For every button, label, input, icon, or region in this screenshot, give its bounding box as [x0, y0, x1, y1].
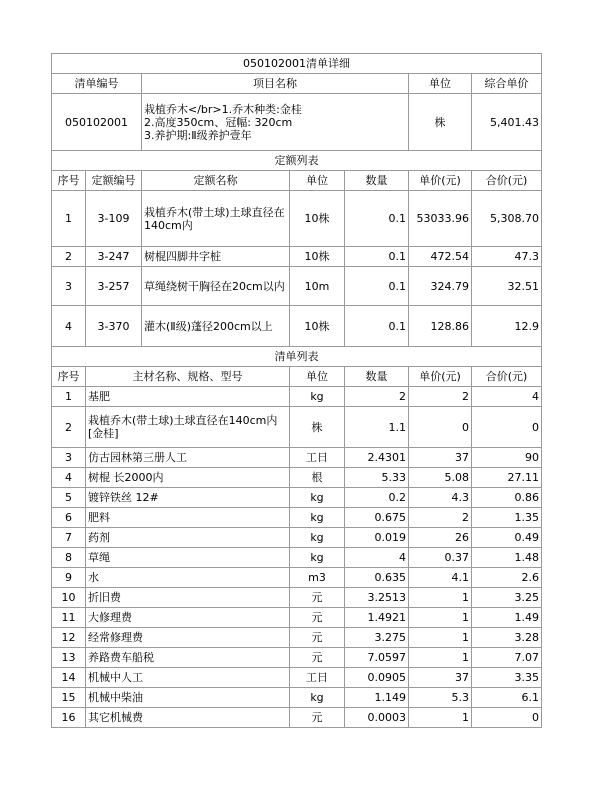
- material-price: 0: [409, 407, 472, 448]
- title-row: [52, 54, 542, 74]
- material-header-name: 主材名称、规格、型号: [86, 367, 290, 387]
- material-qty: 1.1: [345, 407, 409, 448]
- quota-row: [52, 247, 542, 267]
- quota-unit: 10株: [290, 247, 345, 267]
- material-total: 2.6: [472, 568, 542, 588]
- material-name: 机械中人工: [86, 668, 290, 688]
- material-name: 机械中柴油: [86, 688, 290, 708]
- material-qty: 4: [345, 548, 409, 568]
- material-row: [52, 588, 542, 608]
- material-unit: kg: [290, 548, 345, 568]
- material-section-row: [52, 347, 542, 367]
- material-price: 4.3: [409, 488, 472, 508]
- material-total: 1.48: [472, 548, 542, 568]
- item-name-header: 项目名称: [142, 74, 409, 94]
- quota-header-name: 定额名称: [142, 171, 290, 191]
- material-total: 0: [472, 708, 542, 728]
- quota-unit: 10株: [290, 191, 345, 247]
- material-row: [52, 688, 542, 708]
- material-row: [52, 708, 542, 728]
- quota-code: 3-257: [86, 267, 142, 306]
- quota-name: 树棍四脚井字桩: [142, 247, 290, 267]
- quota-no: 2: [52, 247, 86, 267]
- quota-no: 4: [52, 306, 86, 347]
- material-unit: kg: [290, 387, 345, 407]
- material-qty: 0.675: [345, 508, 409, 528]
- material-qty: 2.4301: [345, 448, 409, 468]
- material-total: 1.35: [472, 508, 542, 528]
- item-row: [52, 94, 542, 151]
- material-no: 6: [52, 508, 86, 528]
- quota-name: 栽植乔木(带土球)土球直径在140cm内: [142, 191, 290, 247]
- material-qty: 0.635: [345, 568, 409, 588]
- item-name-line: 栽植乔木</br>1.乔木种类:金桂: [144, 102, 302, 116]
- item-code-header: 清单编号: [52, 74, 142, 94]
- material-section-title: 清单列表: [52, 347, 542, 367]
- material-total: 0: [472, 407, 542, 448]
- material-unit: 元: [290, 608, 345, 628]
- material-row: [52, 568, 542, 588]
- material-qty: 3.275: [345, 628, 409, 648]
- material-no: 14: [52, 668, 86, 688]
- item-unit-price: 5,401.43: [472, 94, 542, 151]
- material-header-total: 合价(元): [472, 367, 542, 387]
- material-price: 0.37: [409, 548, 472, 568]
- material-row: [52, 488, 542, 508]
- material-no: 3: [52, 448, 86, 468]
- material-header-no: 序号: [52, 367, 86, 387]
- item-name: [142, 94, 409, 151]
- material-total: 4: [472, 387, 542, 407]
- material-qty: 7.0597: [345, 648, 409, 668]
- material-price: 2: [409, 508, 472, 528]
- material-total: 90: [472, 448, 542, 468]
- material-unit: 工日: [290, 448, 345, 468]
- material-name: 药剂: [86, 528, 290, 548]
- material-name: 其它机械费: [86, 708, 290, 728]
- item-name-line: 3.养护期:Ⅱ级养护壹年: [144, 128, 252, 142]
- item-header-row: [52, 74, 542, 94]
- material-no: 8: [52, 548, 86, 568]
- quota-price: 128.86: [409, 306, 472, 347]
- quota-qty: 0.1: [345, 247, 409, 267]
- material-name: 基肥: [86, 387, 290, 407]
- material-total: 3.28: [472, 628, 542, 648]
- bill-detail-table: [51, 53, 542, 728]
- material-price: 4.1: [409, 568, 472, 588]
- item-unit: 株: [409, 94, 472, 151]
- material-row: [52, 648, 542, 668]
- quota-row: [52, 191, 542, 247]
- material-header-row: [52, 367, 542, 387]
- quota-code: 3-370: [86, 306, 142, 347]
- material-header-qty: 数量: [345, 367, 409, 387]
- material-total: 27.11: [472, 468, 542, 488]
- quota-price: 472.54: [409, 247, 472, 267]
- material-no: 5: [52, 488, 86, 508]
- material-price: 1: [409, 708, 472, 728]
- material-qty: 0.0905: [345, 668, 409, 688]
- quota-qty: 0.1: [345, 267, 409, 306]
- material-header-unit: 单位: [290, 367, 345, 387]
- material-unit: kg: [290, 488, 345, 508]
- quota-section-row: [52, 151, 542, 171]
- quota-section-title: 定额列表: [52, 151, 542, 171]
- quota-no: 1: [52, 191, 86, 247]
- material-total: 1.49: [472, 608, 542, 628]
- item-code: 050102001: [52, 94, 142, 151]
- material-price: 26: [409, 528, 472, 548]
- material-no: 11: [52, 608, 86, 628]
- material-qty: 0.0003: [345, 708, 409, 728]
- quota-row: [52, 306, 542, 347]
- material-no: 9: [52, 568, 86, 588]
- item-name-line: 2.高度350cm、冠幅: 320cm: [144, 115, 293, 129]
- material-name: 仿古园林第三册人工: [86, 448, 290, 468]
- material-no: 13: [52, 648, 86, 668]
- quota-row: [52, 267, 542, 306]
- quota-header-unit: 单位: [290, 171, 345, 191]
- material-price: 5.3: [409, 688, 472, 708]
- material-unit: 元: [290, 628, 345, 648]
- material-total: 0.86: [472, 488, 542, 508]
- item-unit-price-header: 综合单价: [472, 74, 542, 94]
- quota-price: 53033.96: [409, 191, 472, 247]
- item-unit-header: 单位: [409, 74, 472, 94]
- material-total: 3.35: [472, 668, 542, 688]
- material-name: 大修理费: [86, 608, 290, 628]
- material-total: 0.49: [472, 528, 542, 548]
- quota-price: 324.79: [409, 267, 472, 306]
- material-price: 37: [409, 448, 472, 468]
- material-name: 栽植乔木(带土球)土球直径在140cm内[金桂]: [86, 407, 290, 448]
- quota-total: 12.9: [472, 306, 542, 347]
- material-no: 12: [52, 628, 86, 648]
- material-no: 1: [52, 387, 86, 407]
- material-price: 1: [409, 628, 472, 648]
- quota-name: 草绳绕树干胸径在20cm以内: [142, 267, 290, 306]
- material-row: [52, 448, 542, 468]
- material-no: 16: [52, 708, 86, 728]
- quota-header-qty: 数量: [345, 171, 409, 191]
- quota-header-price: 单价(元): [409, 171, 472, 191]
- quota-name: 灌木(Ⅱ级)蓬径200cm以上: [142, 306, 290, 347]
- material-name: 肥料: [86, 508, 290, 528]
- material-total: 6.1: [472, 688, 542, 708]
- quota-qty: 0.1: [345, 306, 409, 347]
- material-unit: 元: [290, 588, 345, 608]
- material-row: [52, 508, 542, 528]
- quota-no: 3: [52, 267, 86, 306]
- quota-header-total: 合价(元): [472, 171, 542, 191]
- material-unit: 工日: [290, 668, 345, 688]
- material-unit: 元: [290, 648, 345, 668]
- material-qty: 0.2: [345, 488, 409, 508]
- material-name: 树棍 长2000内: [86, 468, 290, 488]
- quota-header-row: [52, 171, 542, 191]
- quota-total: 47.3: [472, 247, 542, 267]
- material-no: 10: [52, 588, 86, 608]
- material-unit: kg: [290, 688, 345, 708]
- material-row: [52, 628, 542, 648]
- material-price: 1: [409, 608, 472, 628]
- material-qty: 1.4921: [345, 608, 409, 628]
- material-qty: 3.2513: [345, 588, 409, 608]
- material-total: 7.07: [472, 648, 542, 668]
- material-qty: 1.149: [345, 688, 409, 708]
- material-name: 水: [86, 568, 290, 588]
- quota-unit: 10株: [290, 306, 345, 347]
- material-row: [52, 528, 542, 548]
- material-row: [52, 407, 542, 448]
- table-title: 050102001清单详细: [52, 54, 542, 74]
- quota-header-no: 序号: [52, 171, 86, 191]
- material-name: 镀锌铁丝 12#: [86, 488, 290, 508]
- material-price: 2: [409, 387, 472, 407]
- material-name: 养路费车船税: [86, 648, 290, 668]
- material-price: 1: [409, 588, 472, 608]
- quota-code: 3-109: [86, 191, 142, 247]
- material-no: 4: [52, 468, 86, 488]
- material-unit: m3: [290, 568, 345, 588]
- material-unit: 根: [290, 468, 345, 488]
- material-qty: 0.019: [345, 528, 409, 548]
- material-row: [52, 608, 542, 628]
- material-no: 2: [52, 407, 86, 448]
- material-price: 1: [409, 648, 472, 668]
- quota-header-code: 定额编号: [86, 171, 142, 191]
- material-row: [52, 548, 542, 568]
- quota-qty: 0.1: [345, 191, 409, 247]
- quota-total: 32.51: [472, 267, 542, 306]
- material-name: 折旧费: [86, 588, 290, 608]
- material-name: 草绳: [86, 548, 290, 568]
- material-row: [52, 668, 542, 688]
- quota-total: 5,308.70: [472, 191, 542, 247]
- material-price: 37: [409, 668, 472, 688]
- material-unit: kg: [290, 508, 345, 528]
- material-no: 7: [52, 528, 86, 548]
- material-price: 5.08: [409, 468, 472, 488]
- quota-code: 3-247: [86, 247, 142, 267]
- material-unit: 株: [290, 407, 345, 448]
- material-total: 3.25: [472, 588, 542, 608]
- material-row: [52, 468, 542, 488]
- material-header-price: 单价(元): [409, 367, 472, 387]
- material-qty: 2: [345, 387, 409, 407]
- material-name: 经常修理费: [86, 628, 290, 648]
- quota-unit: 10m: [290, 267, 345, 306]
- material-qty: 5.33: [345, 468, 409, 488]
- material-row: [52, 387, 542, 407]
- material-unit: kg: [290, 528, 345, 548]
- material-no: 15: [52, 688, 86, 708]
- material-unit: 元: [290, 708, 345, 728]
